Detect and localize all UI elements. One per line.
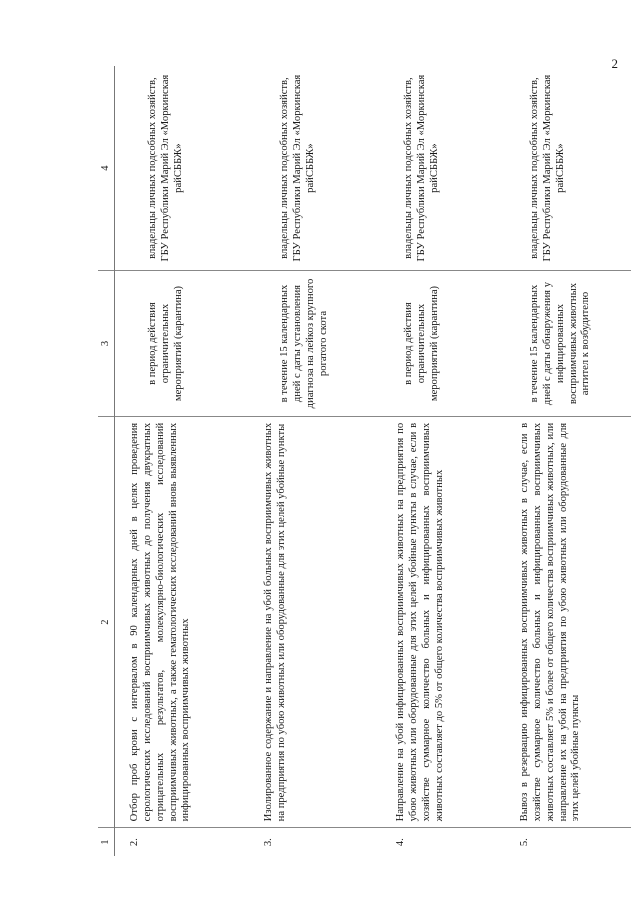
row-period: в период действия ограничительных мероприятий (карантина): [114, 271, 249, 417]
row-measure: Вывоз в резервацию инфицированных восприимчивых животных в случае, если в хозяйстве суммарное количество больных и инфицированных восприимчивых животных составляет 5% и более от общего количества восприимчивых животных, или направление их на убой на предприятия по убою животных или оборудованные для этих целей убойные пункты: [505, 416, 631, 827]
table-row: [505, 66, 631, 856]
header-col-3: 3: [98, 271, 114, 417]
table-row: [249, 66, 381, 856]
row-responsible: владельцы личных подсобных хозяйств, ГБУ Республики Марий Эл «Моркинская райСББЖ»: [114, 66, 249, 271]
header-col-4: 4: [98, 66, 114, 271]
table-row: [114, 66, 249, 856]
table-row: [381, 66, 505, 856]
row-period: в период действия ограничительных мероприятий (карантина): [381, 271, 505, 417]
row-period: в течение 15 календарных дней с даты обнаружения у инфицированных восприимчивых животных антител к возбудителю: [505, 271, 631, 417]
row-responsible: владельцы личных подсобных хозяйств, ГБУ Республики Марий Эл «Моркинская райСББЖ»: [505, 66, 631, 271]
row-responsible: владельцы личных подсобных хозяйств, ГБУ Республики Марий Эл «Моркинская райСББЖ»: [249, 66, 381, 271]
row-number: 2.: [128, 838, 140, 847]
rotated-table-container: [98, 66, 628, 856]
header-col-2: 2: [98, 416, 114, 827]
header-col-1: 1: [98, 828, 114, 856]
row-number: 4.: [394, 838, 406, 847]
row-period: в течение 15 календарных дней с даты установления диагноза на лейкоз крупного рогатого скота: [249, 271, 381, 417]
row-number: 5.: [518, 838, 530, 847]
row-responsible: владельцы личных подсобных хозяйств, ГБУ Республики Марий Эл «Моркинская райСББЖ»: [381, 66, 505, 271]
page-number: 2: [611, 56, 618, 71]
row-measure: Изолированное содержание и направление на убой больных восприимчивых животных на предприятия по убою животных или оборудованные для этих целей убойные пункты: [249, 416, 381, 827]
row-measure: Отбор проб крови с интервалом в 90 календарных дней в целях проведения серологических исследований восприимчивых животных до получения двукратных отрицательных результатов, молекулярно-биологических исследований восприимчивых животных, а также гематологических исследований вновь выявленных инфицированных восприимчивых животных: [114, 416, 249, 827]
row-measure: Направление на убой инфицированных восприимчивых животных на предприятия по убою животных или оборудованные для этих целей убойные пункты в случае, если в хозяйстве суммарное количество больных и инфицированных восприимчивых животных составляет до 5% от общего количества восприимчивых животных: [381, 416, 505, 827]
row-number: 3.: [262, 838, 274, 847]
table-header-row: [98, 66, 114, 856]
measures-table: [98, 66, 631, 856]
